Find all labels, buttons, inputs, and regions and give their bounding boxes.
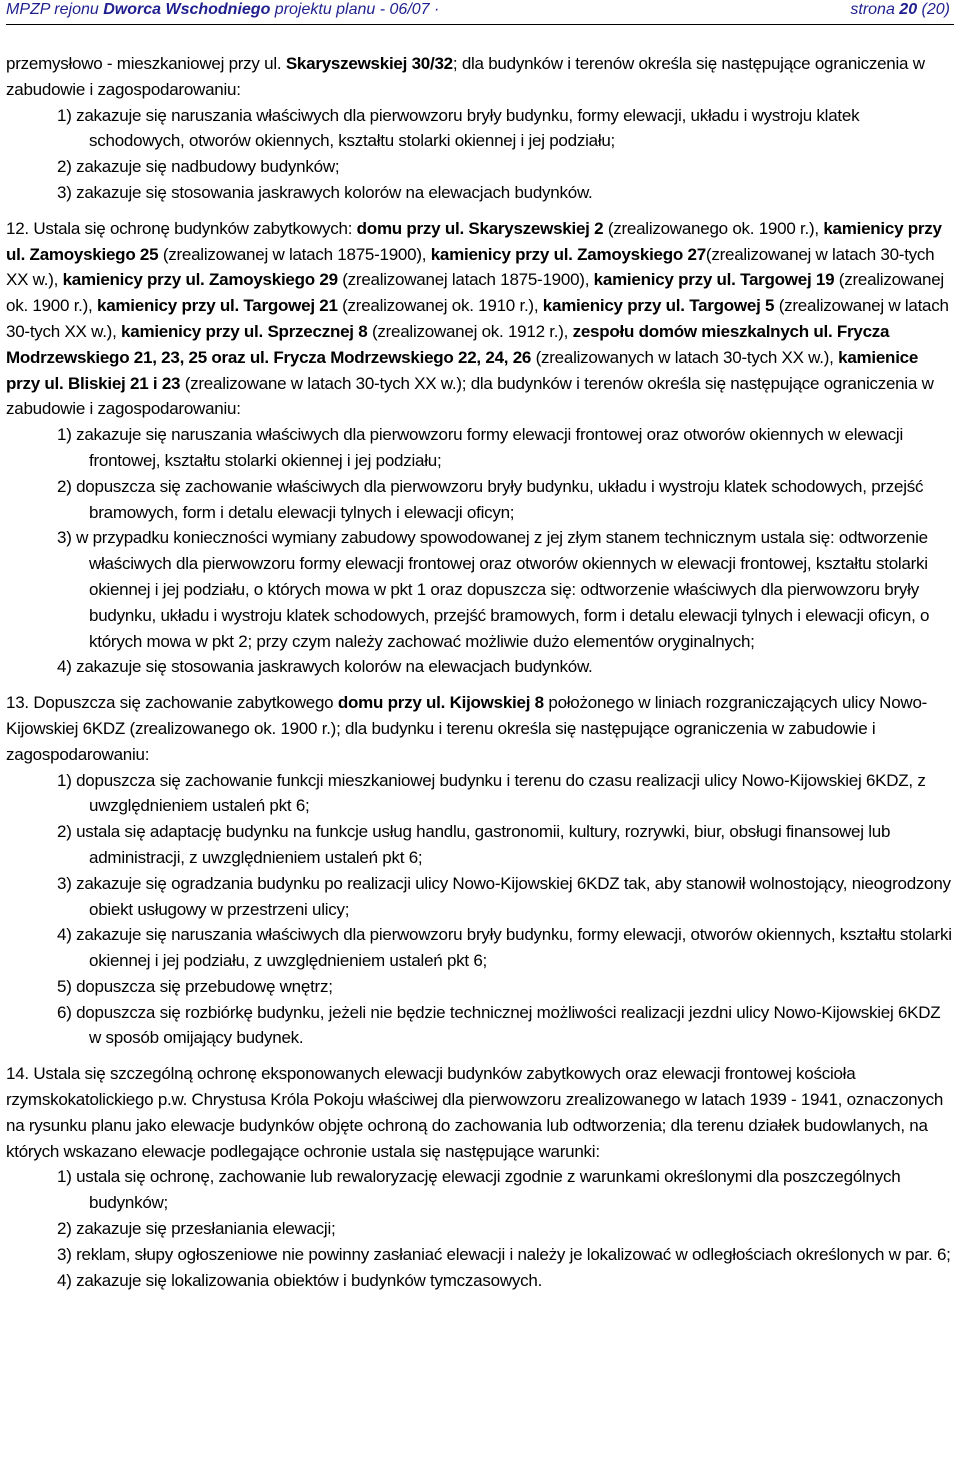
section-14: 14. Ustala się szczególną ochronę eksponowanych elewacji budynków zabytkowych oraz elewacji frontowej kościoła rzymskokatolickiego p.w. Chrystusa Króla Pokoju właściwej dla pierwowzoru zrealizowanego w latach 1939 - 1941, oznaczonych na rysunku planu jako elewacje budynków objęte ochroną do zachowania lub odtworzenia; dla terenu działek budowlanych, na których wskazano elewacje podlegające ochronie ustala się następujące warunki: <box>6 1064 944 1161</box>
section-13: 13. Dopuszcza się zachowanie zabytkowego domu przy ul. Kijowskiej 8 położonego w liniach rozgraniczających ulicy Nowo-Kijowskiej 6KDZ (zrealizowanego ok. 1900 r.); dla budynku i terenu określa się następujące ograniczenia w zabudowie i zagospodarowaniu: <box>6 693 928 764</box>
list-item: 2) ustala się adaptację budynku na funkcje usług handlu, gastronomii, kultury, rozrywki, biur, obsługi finansowej lub administracji, z uwzględnieniem ustaleń pkt 6; <box>57 822 891 867</box>
list-item: 4) zakazuje się stosowania jaskrawych kolorów na elewacjach budynków. <box>57 657 593 677</box>
header-document-title: MPZP rejonu Dworca Wschodniego projektu planu - 06/07 · <box>6 1 440 18</box>
section-12: 12. Ustala się ochronę budynków zabytkowych: domu przy ul. Skaryszewskiej 2 (zrealizowanego ok. 1900 r.), kamienicy przy ul. Zamoyskiego 25 (zrealizowanej w latach 1875-1900), kamienicy przy ul. Zamoyskiego 27(zrealizowanej w latach 30-tych XX w.), kamienicy przy ul. Zamoyskiego 29 (zrealizowanej latach 1875-1900), kamienicy przy ul. Targowej 19 (zrealizowanej ok. 1900 r.), kamienicy przy ul. Targowej 21 (zrealizowanej ok. 1910 r.), kamienicy przy ul. Targowej 5 (zrealizowanej w latach 30-tych XX w.), kamienicy przy ul. Sprzecznej 8 (zrealizowanej ok. 1912 r.), zespołu domów mieszkalnych ul. Frycza Modrzewskiego 21, 23, 25 oraz ul. Frycza Modrzewskiego 22, 24, 26 (zrealizowanych w latach 30-tych XX w.), kamienice przy ul. Bliskiej 21 i 23 (zrealizowane w latach 30-tych XX w.); dla budynków i terenów określa się następujące ograniczenia w zabudowie i zagospodarowaniu: <box>6 218 949 419</box>
list-item: 5) dopuszcza się przebudowę wnętrz; <box>57 976 333 996</box>
list-item: 1) zakazuje się naruszania właściwych dla pierwowzoru formy elewacji frontowej oraz otworów okiennych w elewacji frontowej, kształtu stolarki okiennej i jej podziału; <box>57 425 903 470</box>
list-item: 4) zakazuje się lokalizowania obiektów i budynków tymczasowych. <box>57 1270 543 1290</box>
list-item: 3) w przypadku konieczności wymiany zabudowy spowodowanej z jej złym stanem technicznym ustala się: odtworzenie właściwych dla pierwowzoru formy elewacji frontowej oraz otworów okiennych w elewacji frontowej, kształtu stolarki okiennej i jej podziału, o których mowa w pkt 1 oraz dopuszcza się: odtworzenie właściwych dla pierwowzoru bryły budynku, układu i wystroju klatek schodowych, przejść bramowych, form i detalu elewacji tylnych i elewacji oficyn, o których mowa w pkt 2; przy czym należy zachować możliwie dużo elementów oryginalnych; <box>57 528 930 651</box>
header-page-number: strona 20 (20) <box>850 1 950 18</box>
list-item: 1) dopuszcza się zachowanie funkcji mieszkaniowej budynku i terenu do czasu realizacji ulicy Nowo-Kijowskiej 6KDZ, z uwzględnieniem ustaleń pkt 6; <box>57 770 926 816</box>
list-item: 1) zakazuje się naruszania właściwych dla pierwowzoru bryły budynku, formy elewacji, układu i wystroju klatek schodowych, otworów okiennych, kształtu stolarki okiennej i jej podziału; <box>57 105 860 151</box>
list-item: 3) reklam, słupy ogłoszeniowe nie powinny zasłaniać elewacji i należy je lokalizować w odległościach określonych w par. 6; <box>57 1244 951 1264</box>
paragraph-continuation: przemysłowo - mieszkaniowej przy ul. Skaryszewskiej 30/32; dla budynków i terenów określa się następujące ograniczenia w zabudowie i zagospodarowaniu: <box>6 54 925 99</box>
list-item: 3) zakazuje się stosowania jaskrawych kolorów na elewacjach budynków. <box>57 182 593 202</box>
list-item: 4) zakazuje się naruszania właściwych dla pierwowzoru bryły budynku, formy elewacji, otworów okiennych, kształtu stolarki okiennej i jej podziału, z uwzględnieniem ustaleń pkt 6; <box>57 925 952 971</box>
list-item: 2) zakazuje się przesłaniania elewacji; <box>57 1219 336 1239</box>
list-item: 2) dopuszcza się zachowanie właściwych dla pierwowzoru bryły budynku, układu i wystroju klatek schodowych, przejść bramowych, form i detalu elewacji tylnych i elewacji oficyn; <box>57 476 924 522</box>
list-item: 2) zakazuje się nadbudowy budynków; <box>57 157 340 177</box>
document-body <box>6 51 954 1293</box>
list-item: 6) dopuszcza się rozbiórkę budynku, jeżeli nie będzie technicznej możliwości realizacji jezdni ulicy Nowo-Kijowskiej 6KDZ w sposób omijający budynek. <box>57 1002 941 1048</box>
page-header <box>6 0 954 25</box>
list-item: 1) ustala się ochronę, zachowanie lub rewaloryzację elewacji zgodnie z warunkami określonymi dla poszczególnych budynków; <box>57 1167 901 1213</box>
list-item: 3) zakazuje się ogradzania budynku po realizacji ulicy Nowo-Kijowskiej 6KDZ tak, aby stanowił wolnostojący, nieogrodzony obiekt usługowy w przestrzeni ulicy; <box>57 873 951 919</box>
